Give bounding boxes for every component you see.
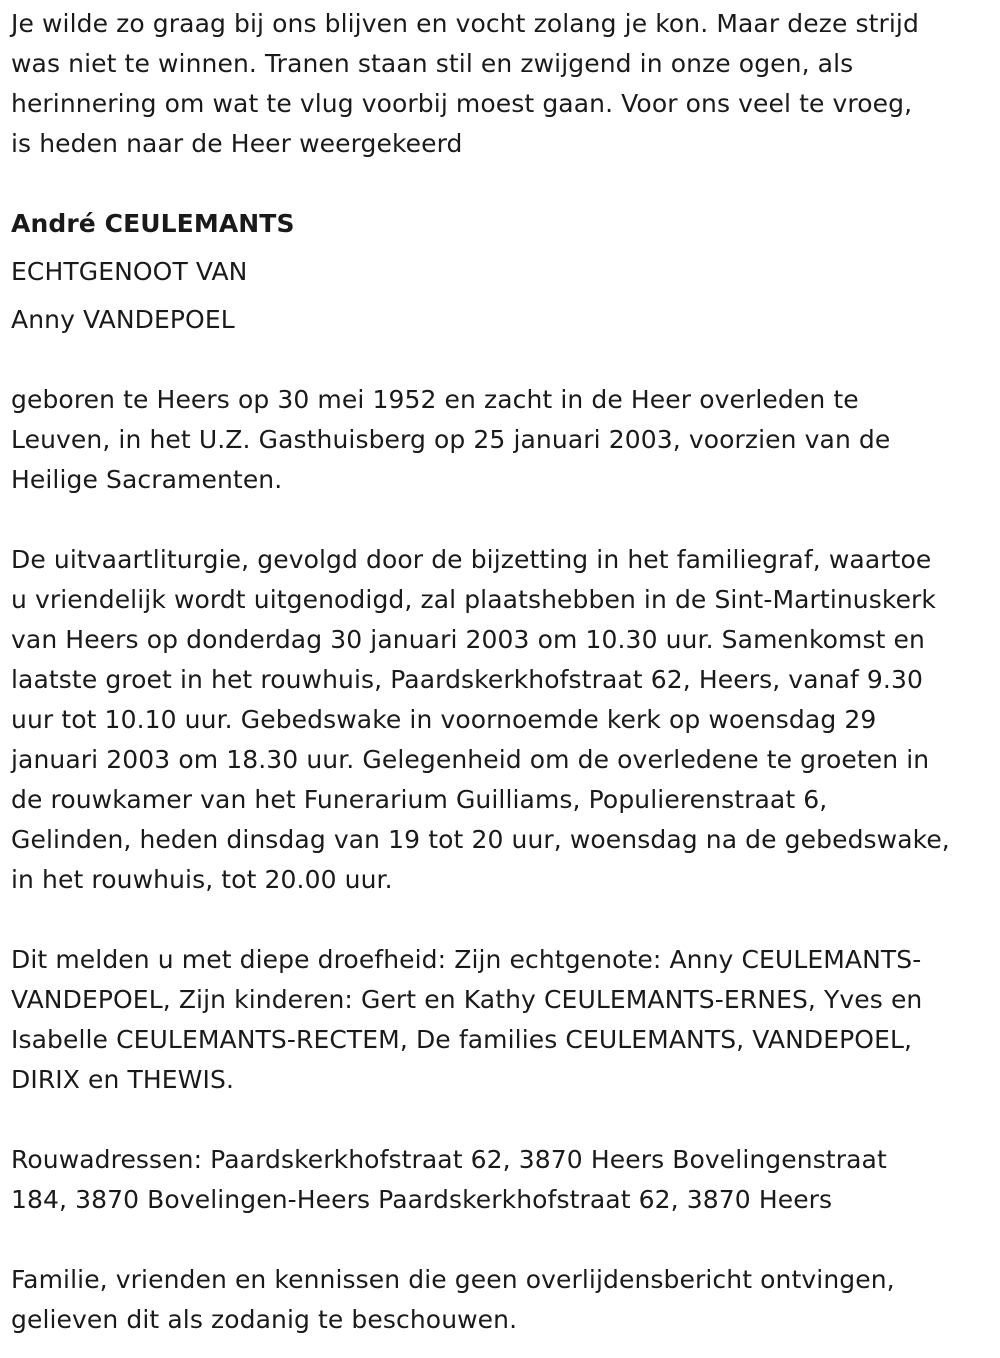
- addresses-paragraph: [11, 1140, 989, 1220]
- addresses-line: 184, 3870 Bovelingen-Heers Paardskerkhofstraat 62, 3870 Heers: [11, 1185, 833, 1214]
- intro-paragraph: [11, 4, 989, 164]
- closing-paragraph: [11, 1260, 989, 1340]
- funeral-paragraph: [11, 540, 989, 900]
- spouse-name: Anny VANDEPOEL: [11, 305, 235, 334]
- closing-line: Familie, vrienden en kennissen die geen overlijdensbericht ontvingen,: [11, 1265, 895, 1294]
- funeral-line: januari 2003 om 18.30 uur. Gelegenheid om de overledene te groeten in: [11, 745, 930, 774]
- announcement-line: DIRIX en THEWIS.: [11, 1065, 234, 1094]
- birth-death-line: geboren te Heers op 30 mei 1952 en zacht in de Heer overleden te: [11, 385, 859, 414]
- birth-death-line: Heilige Sacramenten.: [11, 465, 283, 494]
- addresses-line: Rouwadressen: Paardskerkhofstraat 62, 3870 Heers Bovelingenstraat: [11, 1145, 887, 1174]
- deceased-relation: ECHTGENOOT VAN: [11, 257, 248, 286]
- announcement-line: Dit melden u met diepe droefheid: Zijn echtgenote: Anny CEULEMANTS-: [11, 945, 922, 974]
- funeral-line: uur tot 10.10 uur. Gebedswake in voornoemde kerk op woensdag 29: [11, 705, 877, 734]
- birth-death-line: Leuven, in het U.Z. Gasthuisberg op 25 januari 2003, voorzien van de: [11, 425, 891, 454]
- funeral-line: de rouwkamer van het Funerarium Guilliams, Populierenstraat 6,: [11, 785, 828, 814]
- announcement-line: VANDEPOEL, Zijn kinderen: Gert en Kathy CEULEMANTS-ERNES, Yves en: [11, 985, 923, 1014]
- funeral-line: De uitvaartliturgie, gevolgd door de bijzetting in het familiegraf, waartoe: [11, 545, 932, 574]
- announcement-paragraph: [11, 940, 989, 1100]
- funeral-line: in het rouwhuis, tot 20.00 uur.: [11, 865, 393, 894]
- intro-line: herinnering om wat te vlug voorbij moest gaan. Voor ons veel te vroeg,: [11, 89, 913, 118]
- deceased-block: [11, 204, 989, 340]
- funeral-line: van Heers op donderdag 30 januari 2003 om 10.30 uur. Samenkomst en: [11, 625, 925, 654]
- funeral-line: laatste groet in het rouwhuis, Paardskerkhofstraat 62, Heers, vanaf 9.30: [11, 665, 923, 694]
- deceased-name: André CEULEMANTS: [11, 209, 295, 238]
- intro-line: is heden naar de Heer weergekeerd: [11, 129, 463, 158]
- intro-line: Je wilde zo graag bij ons blijven en vocht zolang je kon. Maar deze strijd: [11, 9, 919, 38]
- announcement-line: Isabelle CEULEMANTS-RECTEM, De families CEULEMANTS, VANDEPOEL,: [11, 1025, 913, 1054]
- birth-death-paragraph: [11, 380, 989, 500]
- funeral-line: u vriendelijk wordt uitgenodigd, zal plaatshebben in de Sint-Martinuskerk: [11, 585, 936, 614]
- intro-line: was niet te winnen. Tranen staan stil en zwijgend in onze ogen, als: [11, 49, 854, 78]
- funeral-line: Gelinden, heden dinsdag van 19 tot 20 uur, woensdag na de gebedswake,: [11, 825, 950, 854]
- closing-line: gelieven dit als zodanig te beschouwen.: [11, 1305, 518, 1334]
